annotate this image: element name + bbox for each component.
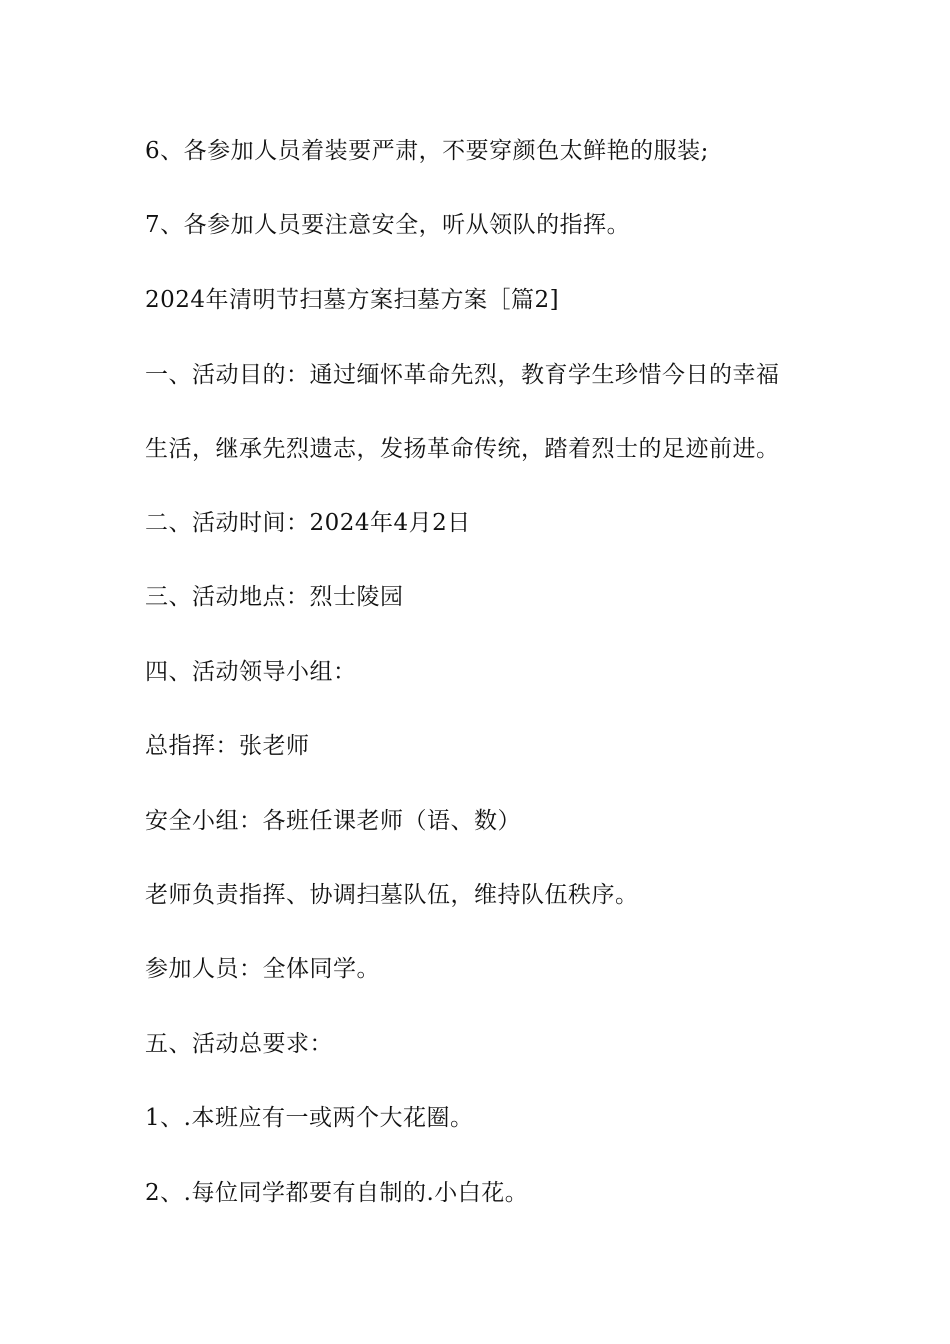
safety-group: 安全小组：各班任课老师（语、数） <box>145 808 521 834</box>
purpose-paragraph-line-1: 一、活动目的：通过缅怀革命先烈，教育学生珍惜今日的幸福 <box>145 362 780 388</box>
section-heading: 2024年清明节扫墓方案扫墓方案［篇2] <box>145 287 560 313</box>
requirement-item-1: 1、.本班应有一或两个大花圈。 <box>145 1105 474 1131</box>
requirements-heading: 五、活动总要求： <box>145 1031 333 1057</box>
activity-time: 二、活动时间：2024年4月2日 <box>145 510 471 536</box>
rule-item-7: 7、各参加人员要注意安全，听从领队的指挥。 <box>145 212 631 238</box>
activity-location: 三、活动地点：烈士陵园 <box>145 584 404 610</box>
leadership-group-heading: 四、活动领导小组： <box>145 659 357 685</box>
rule-item-6: 6、各参加人员着装要严肃，不要穿颜色太鲜艳的服装; <box>145 138 709 164</box>
participants: 参加人员：全体同学。 <box>145 956 380 982</box>
purpose-paragraph-line-2: 生活，继承先烈遗志，发扬革命传统，踏着烈士的足迹前进。 <box>145 436 780 462</box>
chief-commander: 总指挥：张老师 <box>145 733 310 759</box>
teacher-duty: 老师负责指挥、协调扫墓队伍，维持队伍秩序。 <box>145 882 639 908</box>
requirement-item-2: 2、.每位同学都要有自制的.小白花。 <box>145 1180 529 1206</box>
